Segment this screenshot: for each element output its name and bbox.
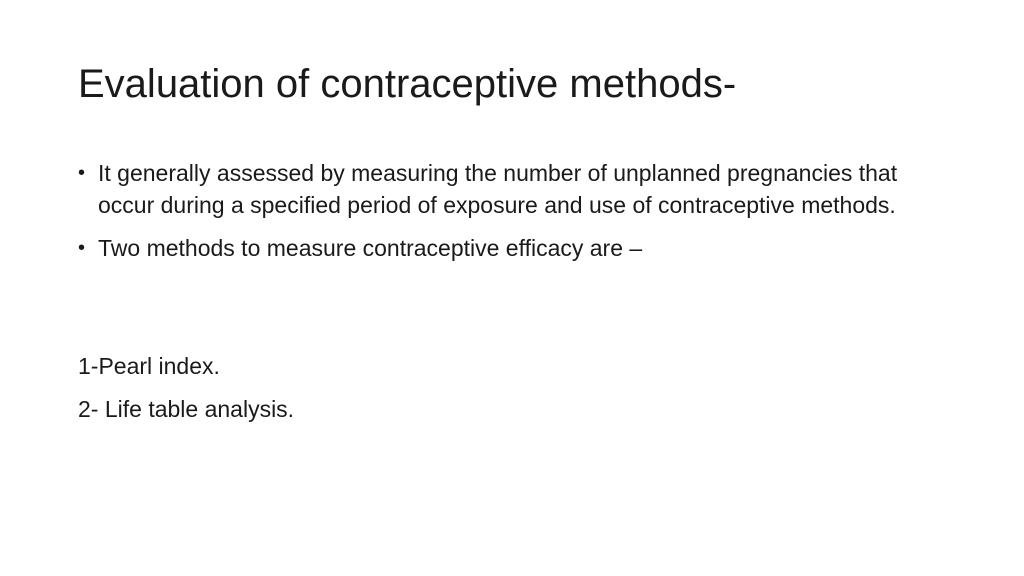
bullet-item [78,157,958,221]
bullet-text: Two methods to measure contraceptive efficacy are – [98,235,643,261]
method-item-pearl-index: 1-Pearl index. [78,353,220,379]
bullet-marker: • [78,237,86,259]
bullet-list [78,157,958,275]
slide-title: Evaluation of contraceptive methods- [78,62,737,106]
method-item-life-table-analysis: 2- Life table analysis. [78,396,295,422]
method-list [78,350,958,436]
bullet-item [78,232,958,264]
bullet-text: It generally assessed by measuring the number of unplanned pregnancies that occur during a specified period of exposure and use of contraceptive methods. [98,160,898,218]
bullet-marker: • [78,162,86,184]
